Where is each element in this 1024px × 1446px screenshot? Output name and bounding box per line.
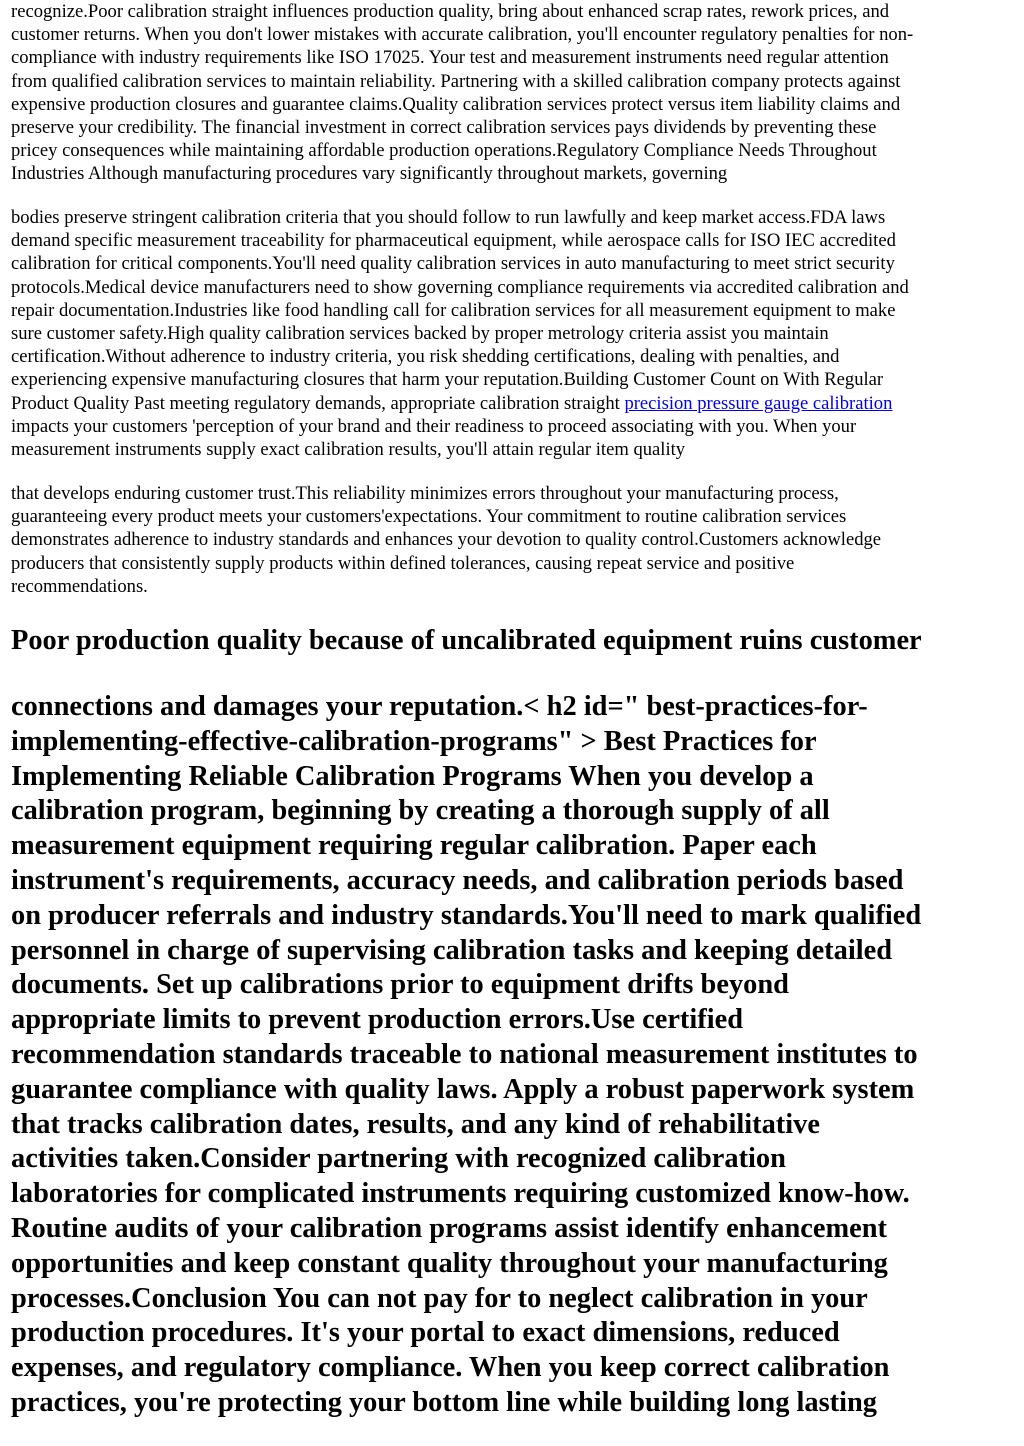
- text-line: impacts your customers 'perception of your brand and their readiness to proceed associating with you. When your: [11, 415, 857, 437]
- heading-line: connections and damages your reputation.< h2 id=" best-practices-for-: [11, 691, 868, 722]
- text-line: demonstrates adherence to industry standards and enhances your devotion to quality control.Customers acknowledge: [11, 529, 882, 551]
- heading-line: expenses, and regulatory compliance. When you keep correct calibration: [11, 1352, 890, 1384]
- text-line: guaranteeing every product meets your customers'expectations. Your commitment to routine calibration services: [11, 506, 847, 528]
- text-line: demand specific measurement traceability for pharmaceutical equipment, while aerospace calls for ISO IEC accredited: [11, 230, 896, 252]
- text-line: that develops enduring customer trust.This reliability minimizes errors throughout your manufacturing process,: [11, 483, 839, 504]
- heading-line: measurement equipment requiring regular calibration. Paper each: [11, 830, 817, 862]
- heading-line: recommendation standards traceable to national measurement institutes to: [11, 1038, 918, 1070]
- text-line: preserve your credibility. The financial investment in correct calibration services pays dividends by preventing these: [11, 117, 877, 139]
- paragraph-regulatory-compliance: [11, 206, 909, 461]
- heading-poor-production-quality: [11, 624, 922, 659]
- heading-line: Poor production quality because of uncalibrated equipment ruins customer: [11, 625, 922, 656]
- text-line: protocols.Medical device manufacturers need to show governing compliance requirements via accredited calibration and: [11, 276, 909, 298]
- heading-line: implementing-effective-calibration-programs" > Best Practices for: [11, 725, 817, 757]
- heading-line: processes.Conclusion You can not pay for to neglect calibration in your: [11, 1282, 868, 1314]
- heading-line: on producer referrals and industry standards.You'll need to mark qualified: [11, 899, 922, 931]
- heading-line: opportunities and keep constant quality throughout your manufacturing: [11, 1247, 888, 1279]
- heading-line: appropriate limits to prevent production errors.Use certified: [11, 1004, 744, 1036]
- heading-line: laboratories for complicated instruments requiring customized know-how.: [11, 1178, 910, 1210]
- heading-line: personnel in charge of supervising calibration tasks and keeping detailed: [11, 934, 892, 966]
- text-line: recognize.Poor calibration straight influences production quality, bring about enhanced scrap rates, rework prices, and: [11, 1, 890, 22]
- text-line: Industries Although manufacturing procedures vary significantly throughout markets, governing: [11, 163, 728, 185]
- precision-pressure-gauge-link[interactable]: precision pressure gauge calibration: [624, 392, 893, 414]
- text-line: calibration for critical components.You'll need quality calibration services in auto manufacturing to meet strict security: [11, 253, 895, 275]
- heading-line: guarantee compliance with quality laws. Apply a robust paperwork system: [11, 1073, 915, 1105]
- text-line: producers that consistently supply products within defined tolerances, causing repeat service and positive: [11, 552, 795, 574]
- heading-line: production procedures. It's your portal to exact dimensions, reduced: [11, 1317, 840, 1349]
- text-line: recommendations.: [11, 575, 148, 597]
- heading-line: that tracks calibration dates, results, and any kind of rehabilitative: [11, 1108, 820, 1140]
- text-line: expensive production closures and guarantee claims.Quality calibration services protect versus item liability claims and: [11, 93, 901, 115]
- heading-line: activities taken.Consider partnering with recognized calibration: [11, 1143, 786, 1175]
- text-line: measurement instruments supply exact calibration results, you'll attain regular item quality: [11, 439, 686, 461]
- text-line-with-link: [11, 392, 909, 415]
- text-line: repair documentation.Industries like food handling call for calibration services for all measurement equipment to make: [11, 299, 896, 321]
- heading-best-practices: [11, 690, 921, 1421]
- text-line: pricey consequences while maintaining affordable production operations.Regulatory Compliance Needs Throughout: [11, 140, 877, 162]
- text-line: compliance with industry requirements like ISO 17025. Your test and measurement instruments need regular attention: [11, 47, 889, 69]
- heading-line: documents. Set up calibrations prior to equipment drifts beyond: [11, 969, 789, 1001]
- text-before-link: Product Quality Past meeting regulatory demands, appropriate calibration straight: [11, 392, 625, 414]
- text-line: from qualified calibration services to maintain reliability. Partnering with a skilled calibration company protects against: [11, 70, 901, 92]
- text-line: customer returns. When you don't lower mistakes with accurate calibration, you'll encounter regulatory penalties for non-: [11, 24, 914, 46]
- heading-line: Implementing Reliable Calibration Programs When you develop a: [11, 760, 814, 792]
- text-line: sure customer safety.High quality calibration services backed by proper metrology criteria assist you maintain: [11, 323, 829, 345]
- text-line: bodies preserve stringent calibration criteria that you should follow to run lawfully and keep market access.FDA laws: [11, 207, 886, 228]
- text-line: experiencing expensive manufacturing closures that harm your reputation.Building Customer Count on With Regular: [11, 369, 884, 391]
- paragraph-customer-trust: [11, 482, 881, 598]
- heading-line: Routine audits of your calibration programs assist identify enhancement: [11, 1212, 887, 1244]
- heading-line: practices, you're protecting your bottom line while building long lasting: [11, 1386, 877, 1418]
- text-line: certification.Without adherence to industry criteria, you risk shedding certifications, dealing with penalties, and: [11, 346, 840, 368]
- heading-line: instrument's requirements, accuracy needs, and calibration periods based: [11, 864, 904, 896]
- heading-line: calibration program, beginning by creating a thorough supply of all: [11, 795, 830, 827]
- paragraph-calibration-impact: [11, 0, 913, 186]
